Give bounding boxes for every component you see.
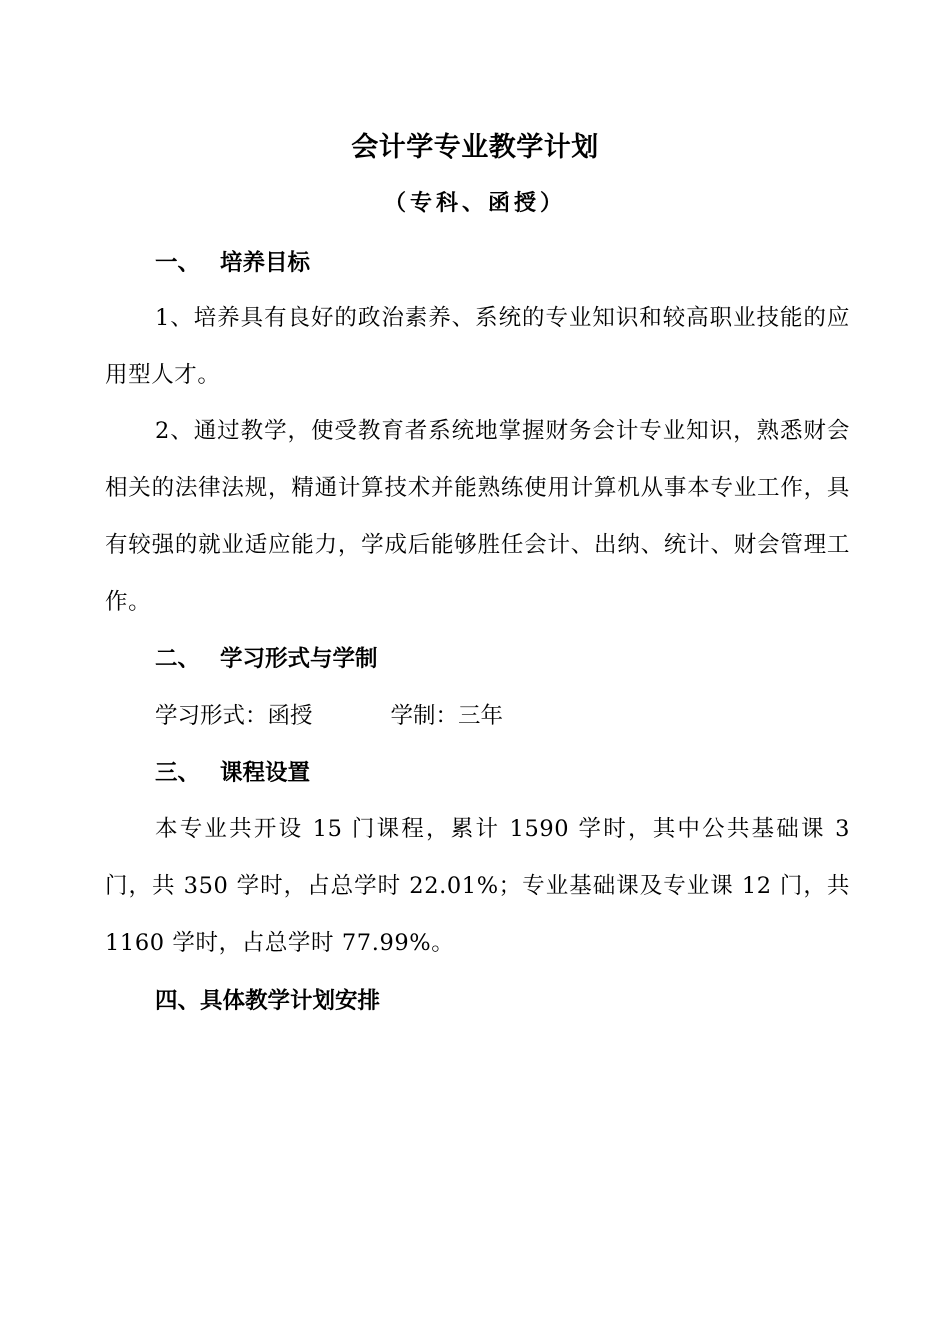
- section-title-2: 学习形式与学制: [220, 646, 378, 672]
- section-heading-2: [155, 641, 378, 677]
- section-heading-3: [155, 755, 310, 791]
- study-duration: 学制：三年: [390, 703, 504, 729]
- study-form-row: [155, 698, 503, 734]
- section-heading-4: 四、具体教学计划安排: [155, 988, 381, 1014]
- section-heading-1: [155, 245, 310, 281]
- section-number-3: 三、: [155, 760, 201, 786]
- course-summary: 本专业共开设 15 门课程，累计 1590 学时，其中公共基础课 3 门，共 350 学时，占总学时 22.01%；专业基础课及专业课 12 门，共 1160 学时，占总学时 77.99%。: [105, 816, 850, 956]
- document-title: 会计学专业教学计划: [351, 132, 599, 163]
- goal-item-1: 1、培养具有良好的政治素养、系统的专业知识和较高职业技能的应用型人才。: [105, 305, 850, 388]
- document-subtitle: （专科、函授）: [383, 190, 566, 216]
- section-number-1: 一、: [155, 250, 201, 276]
- goal-item-2: 2、通过教学，使受教育者系统地掌握财务会计专业知识，熟悉财会相关的法律法规，精通计算技术并能熟练使用计算机从事本专业工作，具有较强的就业适应能力，学成后能够胜任会计、出纳、统计、财会管理工作。: [105, 418, 850, 615]
- section-title-3: 课程设置: [220, 760, 311, 786]
- section-title-1: 培养目标: [220, 250, 311, 276]
- study-form: 学习形式：函授: [155, 703, 313, 729]
- section-number-2: 二、: [155, 646, 201, 672]
